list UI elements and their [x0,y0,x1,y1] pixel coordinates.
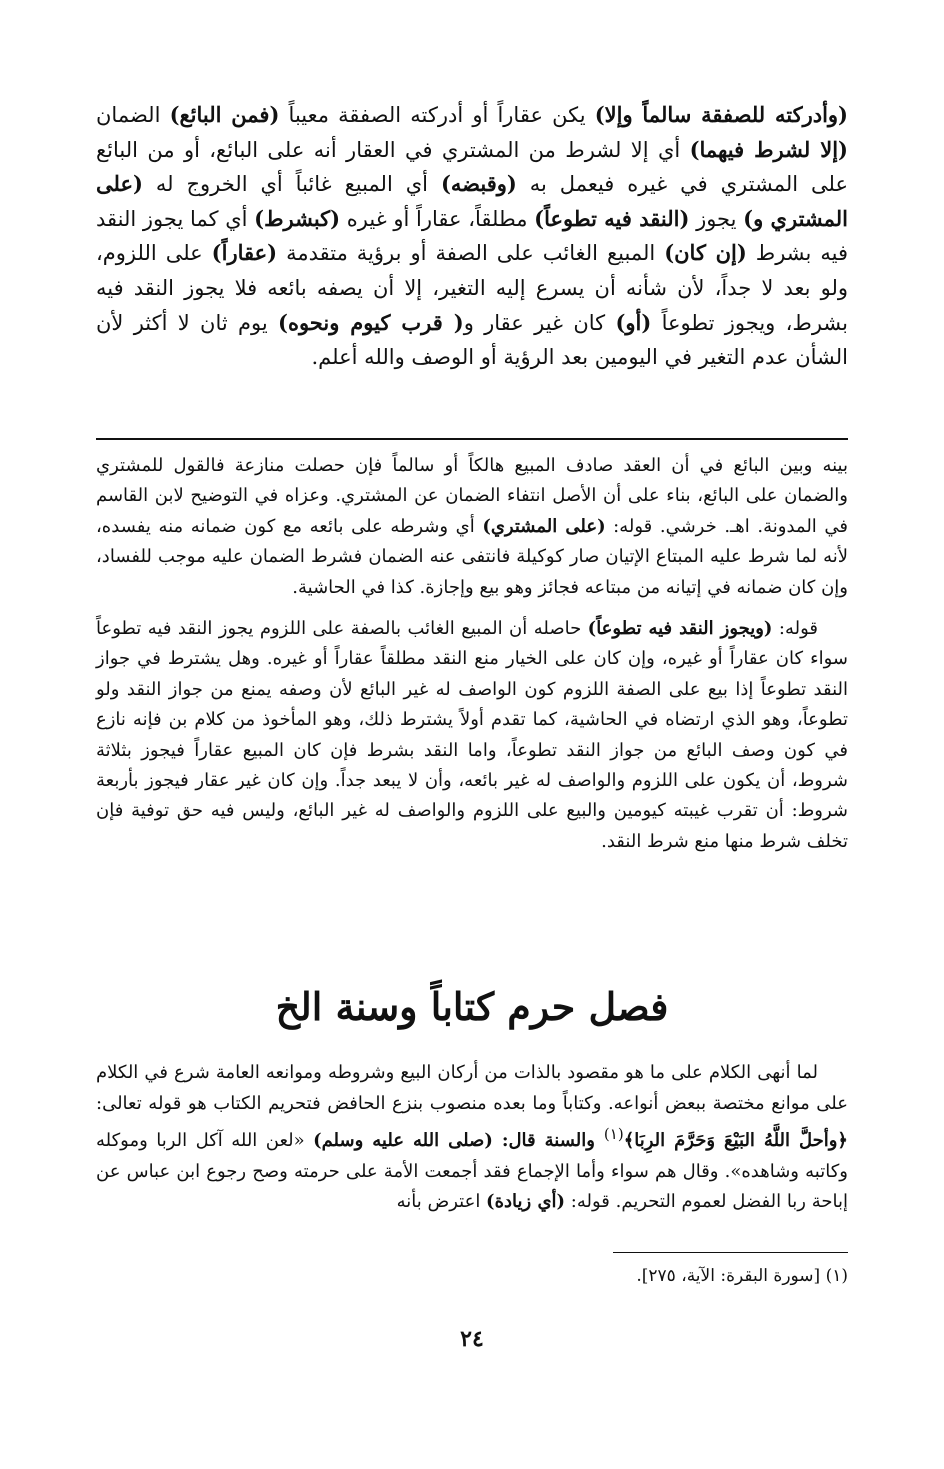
matn-phrase: (فمن البائع) [169,102,280,127]
main-text-block [96,98,848,375]
sharh-text: يكن عقاراً أو أدركته الصفقة معيباً [279,103,595,127]
section-keyword: والسنة قال: [492,1130,604,1152]
matn-phrase: (وقبضه) [440,171,517,197]
chapter-title: فصل حرم كتاباً وسنة الخ [275,984,669,1029]
sharh-text: أي كما يجوز النقد فيه بشرط [96,206,848,266]
section-text: اعترض بأنه [396,1191,487,1213]
salutation: (صلى الله عليه وسلم) [313,1130,493,1152]
commentary-text: أي وشرطه على بائعه مع كون ضمانه منه يفسده، لأنه لما شرط عليه المبتاع الإتيان صار كوكيلة فانتفى عنه الضمان فشرط الضمان عليه موجب للفساد، وإن كان ضمانه في إتيانه من مبتاعه فجائز وهو بيع وإجازة. كذا في الحاشية. [96,515,848,598]
section-divider [96,438,848,440]
matn-phrase: (على المشتري و) [96,171,849,231]
commentary-keyword: (ويجوز النقد فيه تطوعاً) [587,618,773,640]
matn-phrase: (إن كان) [664,240,747,266]
commentary-text: حاصله أن المبيع الغائب بالصفة على اللزوم يجوز النقد فيه تطوعاً سواء كان عقاراً أو غيره، وإن كان على الخيار منع النقد مطلقاً عقاراً أو غيره. وهل يشترط في جواز النقد تطوعاً إذا بيع على الصفة اللزوم كون الواصف له غير البائع لأن وصفه يمنع من جواز النقد ولو تطوعاً، وهو الذي ارتضاه في الحاشية، كما تقدم أولاً يشترط ذلك، وهو المأخوذ من كلام بن فإنه نازع في كون وصف البائع من جواز النقد تطوعاً، واما النقد بشرط فإن كان المبيع عقاراً فيجوز بثلاثة شروط، أن يكون على اللزوم والواصف له غير بائعه، وأن لا يبعد جداً. وإن كان غير عقار فيجوز بأربعة شروط: أن تقرب غيبته كيومين والبيع على اللزوم والواصف له غير البائع، وليس فيه حق توفية فإن تخلف شرط منها منع شرط النقد. [96,618,848,852]
sharh-text: مطلقاً، عقاراً أو غيره [340,206,535,231]
matn-phrase: (إلا لشرط فيهما) [689,136,848,162]
sharh-text: على اللزوم، ولو بعد لا جداً، لأن شأنه أن يسرع إليه التغير، إلا أن يصفه بائعه فلا يجوز النقد فيه بشرط، ويجوز تطوعاً [96,241,848,335]
commentary-keyword: (على المشتري) [482,515,606,537]
commentary-text: قوله: [772,618,819,640]
matn-phrase: (عقاراً) [211,240,278,266]
footnote: (١) [سورة البقرة: الآية، ٢٧٥]. [636,1266,848,1286]
matn-phrase: ( قرب كيوم ونحوه) [278,309,464,335]
page-number: ٢٤ [460,1326,484,1352]
sharh-text: أي إلا لشرط من المشتري في العقار أنه على البائع، أو من البائع على المشتري في غيره فيعمل به [96,137,848,197]
commentary-paragraph-1 [96,451,848,603]
footnote-marker: (١) [603,1125,624,1144]
sharh-text: يوم ثان لا أكثر لأن الشأن عدم التغير في اليومين بعد الرؤية أو الوصف والله أعلم. [96,310,848,370]
matn-phrase: (كبشرط) [254,205,341,231]
section-text: لما أنهى الكلام على ما هو مقصود بالذات من أركان البيع وشروطه وموانعه العامة شرع في الكلام على موانع مختصة ببعض أنواعه. وكتاباً وما بعده منصوب بنزع الحافض فتحريم الكتاب هو قوله تعالى: [96,1062,848,1114]
main-paragraph [96,98,848,375]
section-keyword: (أي زيادة) [486,1191,566,1213]
matn-phrase: (النقد فيه تطوعاً) [534,205,690,231]
footnote-divider [613,1252,848,1253]
matn-phrase: (وأدركته للصفقة سالماً وإلا) [594,102,848,127]
sharh-text: يجوز [689,206,744,231]
commentary-block [96,451,848,868]
sharh-text: المبيع الغائب على الصفة أو برؤية متقدمة [277,241,665,266]
matn-phrase: (أو) [615,309,652,335]
commentary-text: بينه وبين البائع في أن العقد صادف المبيع هالكاً أو سالماً فإن حصلت منازعة فالقول للمشتري والضمان على البائع، بناء على أن الأصل انتفاء الضمان عن المشتري. وعزاه في التوضيح لابن القاسم في المدونة. اهـ. خرشي. قوله: [96,455,848,537]
sharh-text: كان غير عقار و [463,310,616,335]
sharh-text: أي المبيع غائباً أي الخروج له [142,172,441,197]
section-text: «لعن الله آكل الربا وموكله وكاتبه وشاهده». وقال هم سواء وأما الإجماع فقد أجمعت الأمة على حرمته وصح رجوع ابن عباس عن إباحة ربا الفضل لعموم التحريم. قوله: [96,1130,848,1213]
quran-verse: ﴿وأحلَّ اللَّهُ البَيْعَ وَحَرَّمَ الرِبَا﴾ [623,1130,848,1152]
commentary-paragraph-2 [96,614,848,857]
section-body [96,1058,848,1218]
section-paragraph [96,1058,848,1218]
sharh-text: الضمان [96,103,170,127]
